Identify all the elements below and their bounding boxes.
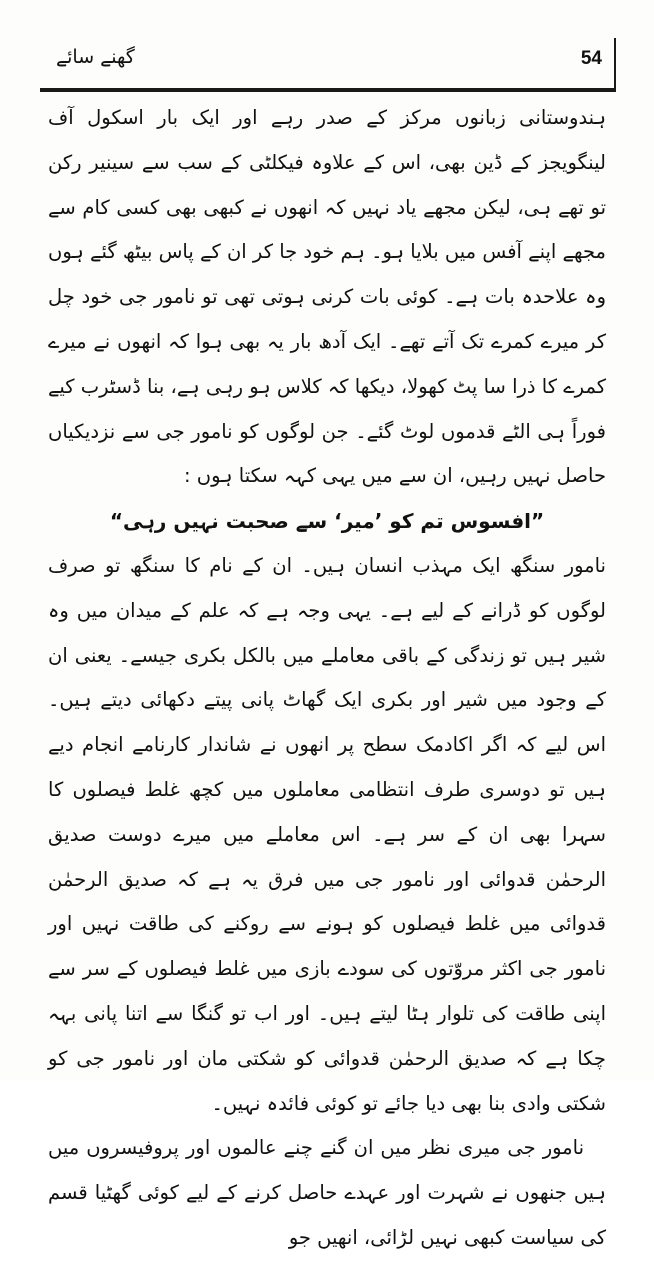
running-title: گھنے سائے [56,46,135,68]
quotation: ”افسوس تم کو ’میر‘ سے صحبت نہیں رہی“ [109,509,545,534]
paragraph-3: نامور جی میری نظر میں ان گنے چنے عالموں اور پروفیسروں میں ہیں جنھوں نے شہرت اور عہدے حاصل کرنے کے لیے کوئی گھٹیا قسم کی سیاست کبھی نہیں لڑائی، انھیں جو [48,1136,606,1249]
paragraph-2: نامور سنگھ ایک مہذب انسان ہیں۔ ان کے نام کا سنگھ تو صرف لوگوں کو ڈرانے کے لیے ہے۔ یہی وجہ ہے کہ علم کے میدان میں وہ شیر ہیں تو زندگی کے باقی معاملے میں بالکل بکری جیسے۔ یعنی ان کے وجود میں شیر اور بکری ایک گھاٹ پانی پیتے دکھائی دیتے ہیں۔ اس لیے کہ اگر اکادمک سطح پر انھوں نے شاندار کارنامے انجام دیے ہیں تو دوسری طرف انتظامی معاملوں میں کچھ غلط فیصلوں کا سہرا بھی ان کے سر ہے۔ اس معاملے میں میرے دوست صدیق الرحمٰن قدوائی اور نامور جی میں فرق یہ ہے کہ صدیق الرحمٰن قدوائی میں غلط فیصلوں کو ہونے سے روکنے کی طاقت نہیں اور نامور جی اکثر مروّتوں کی سودے بازی میں غلط فیصلوں کے سر سے اپنی طاقت کی تلوار ہٹا لیتے ہیں۔ اور اب تو گنگا سے اتنا پانی بہہ چکا ہے کہ صدیق الرحمٰن قدوائی کو شکتی مان اور نامور جی کو شکتی وادی بنا بھی دیا جائے تو کوئی فائدہ نہیں۔ [48,553,606,1115]
paragraph-1: ہندوستانی زبانوں مرکز کے صدر رہے اور ایک بار اسکول آف لینگویجز کے ڈین بھی، اس کے علاوہ فیکلٹی کے سب سے سینیر رکن تو تھے ہی، لیکن مجھے یاد نہیں کہ انھوں نے کبھی بھی کسی کام سے مجھے اپنے آفس میں بلایا ہو۔ ہم خود جا کر ان کے پاس بیٹھ گئے ہوں وہ علاحدہ بات ہے۔ کوئی بات کرنی ہوتی تھی تو نامور جی خود چل کر میرے کمرے تک آتے تھے۔ ایک آدھ بار یہ بھی ہوا کہ انھوں نے میرے کمرے کا ذرا سا پٹ کھولا، دیکھا کہ کلاس ہو رہی ہے، بنا ڈسٹرب کیے فوراً ہی الٹے قدموں لوٹ گئے۔ جن لوگوں کو نامور جی سے نزدیکیاں حاصل نہیں رہیں، ان سے میں یہی کہہ سکتا ہوں : [48,106,606,488]
header-rule [40,88,616,90]
body-text [48,96,606,1261]
page-number: 54 [580,48,602,69]
